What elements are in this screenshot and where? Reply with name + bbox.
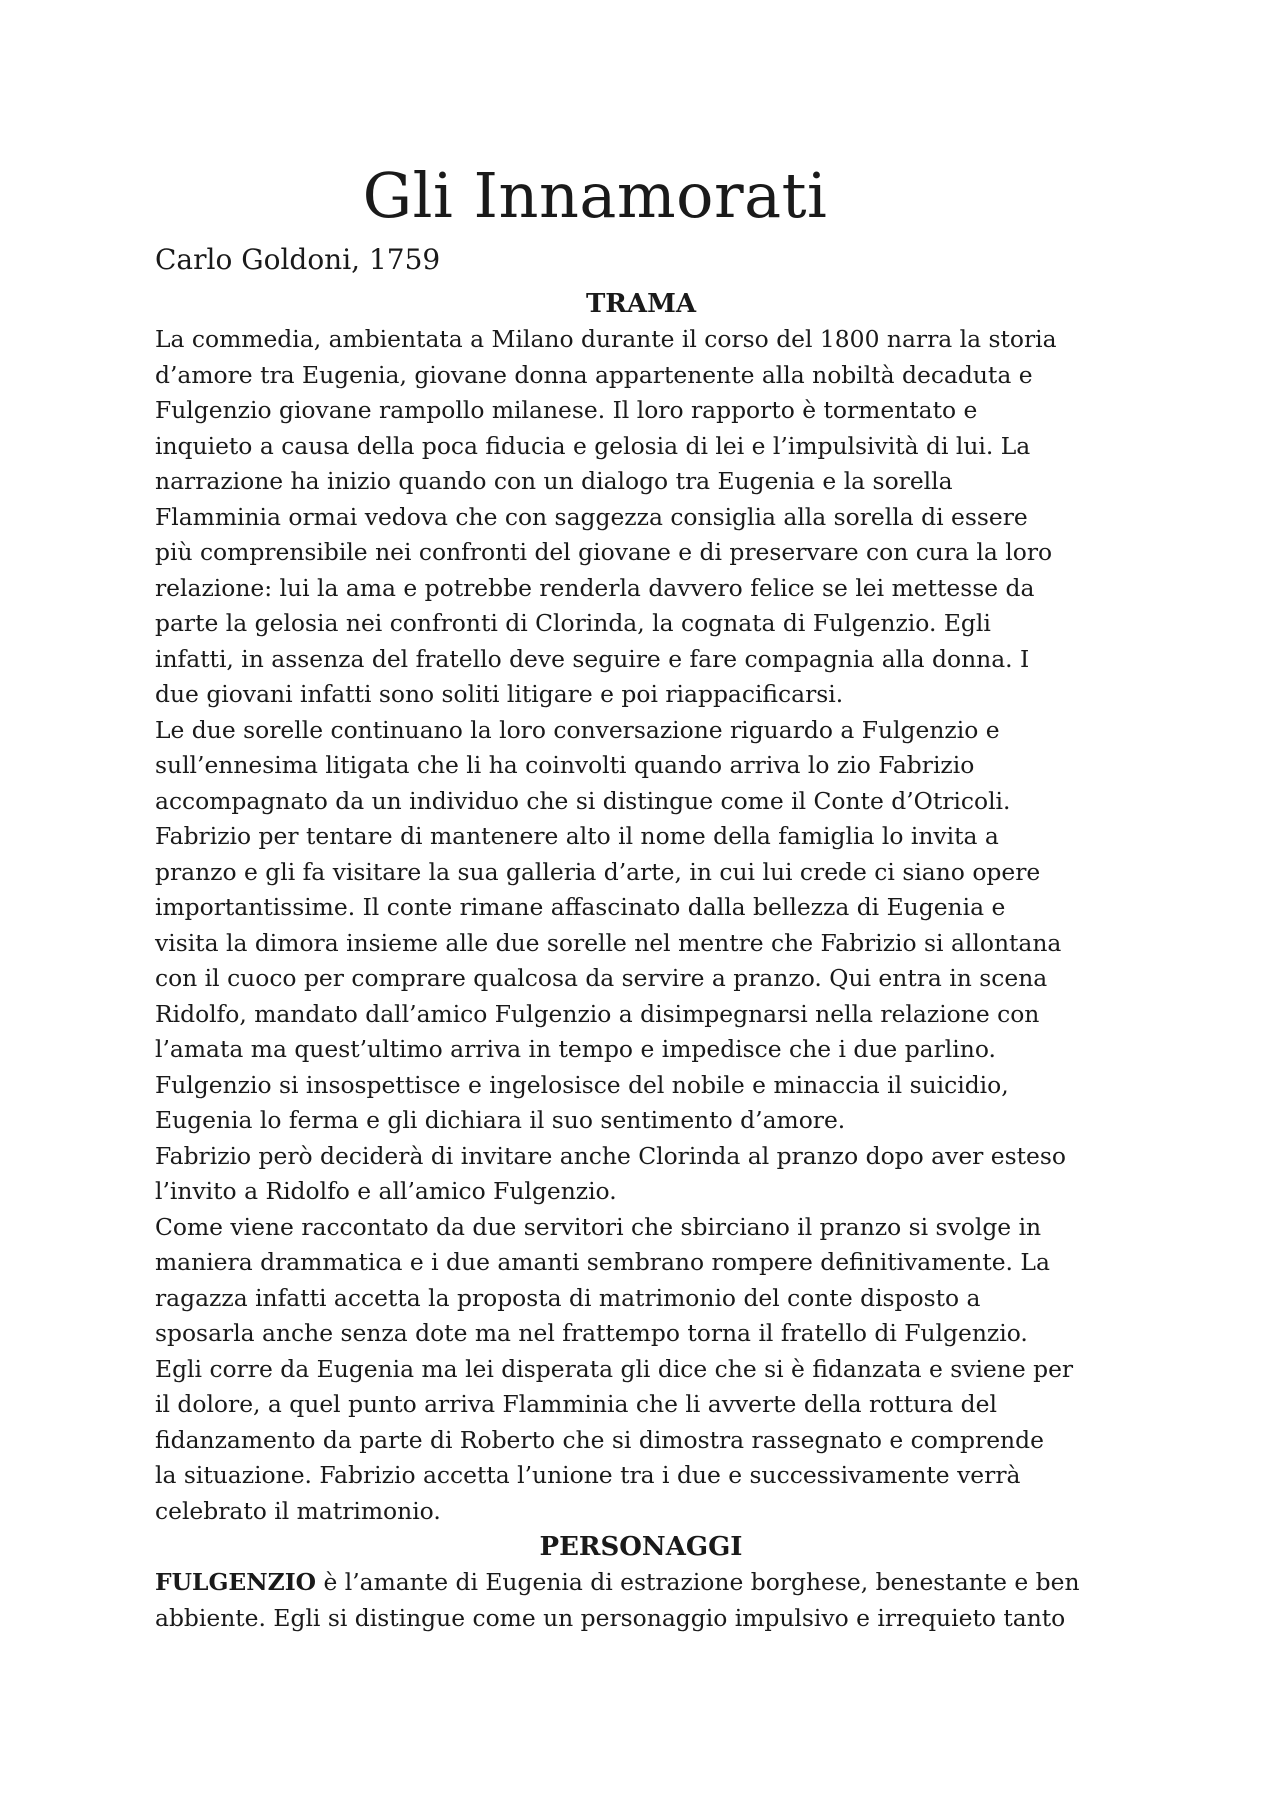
trama-text-line: d’amore tra Eugenia, giovane donna appartenente alla nobiltà decaduta e [155, 360, 1033, 389]
trama-text-line: Fulgenzio si insospettisce e ingelosisce del nobile e minaccia il suicidio, [155, 1070, 1009, 1099]
trama-text-line: accompagnato da un individuo che si distingue come il Conte d’Otricoli. [155, 786, 1011, 815]
trama-text-line: pranzo e gli fa visitare la sua galleria d’arte, in cui lui crede ci siano opere [155, 857, 1041, 886]
personaggi-heading: PERSONAGGI [539, 1532, 743, 1562]
trama-text-line: parte la gelosia nei confronti di Clorinda, la cognata di Fulgenzio. Egli [155, 609, 991, 637]
trama-text-line: fidanzamento da parte di Roberto che si dimostra rassegnato e comprende [155, 1425, 1044, 1454]
trama-text-line: Eugenia lo ferma e gli dichiara il suo sentimento d’amore. [155, 1106, 846, 1134]
trama-text-line: con il cuoco per comprare qualcosa da servire a pranzo. Qui entra in scena [155, 964, 1048, 992]
personaggi-first-line [155, 1565, 1127, 1601]
trama-text-line: Fulgenzio giovane rampollo milanese. Il loro rapporto è tormentato e [155, 396, 978, 424]
trama-text-line: l’amata ma quest’ultimo arriva in tempo e impedisce che i due parlino. [155, 1035, 996, 1063]
trama-text-line: importantissime. Il conte rimane affascinato dalla bellezza di Eugenia e [155, 893, 1006, 921]
trama-text-line: Flamminia ormai vedova che con saggezza consiglia alla sorella di essere [155, 502, 1028, 531]
trama-text-line: infatti, in assenza del fratello deve seguire e fare compagnia alla donna. I [155, 644, 1030, 673]
character-description: è l’amante di Eugenia di estrazione borghese, benestante e ben [316, 1568, 1080, 1596]
trama-text-line: Egli corre da Eugenia ma lei disperata gli dice che si è fidanzata e sviene per [155, 1354, 1074, 1383]
author-line: Carlo Goldoni, 1759 [155, 243, 441, 276]
personaggi-text [155, 1565, 1127, 1636]
trama-text-line: sposarla anche senza dote ma nel frattempo torna il fratello di Fulgenzio. [155, 1319, 1028, 1347]
trama-text-line: inquieto a causa della poca fiducia e gelosia di lei e l’impulsività di lui. La [155, 431, 1031, 460]
trama-text-line: Ridolfo, mandato dall’amico Fulgenzio a disimpegnarsi nella relazione con [155, 999, 1040, 1028]
trama-text [155, 322, 1127, 1529]
trama-heading: TRAMA [585, 289, 697, 319]
trama-text-line: narrazione ha inizio quando con un dialogo tra Eugenia e la sorella [155, 467, 953, 495]
trama-text-line: visita la dimora insieme alle due sorelle nel mentre che Fabrizio si allontana [155, 928, 1062, 957]
trama-text-line: Fabrizio per tentare di mantenere alto il nome della famiglia lo invita a [155, 822, 999, 850]
trama-text-line: più comprensibile nei confronti del giovane e di preservare con cura la loro [155, 538, 1053, 566]
trama-text-line: l’invito a Ridolfo e all’amico Fulgenzio. [155, 1177, 617, 1205]
trama-text-line: Le due sorelle continuano la loro conversazione riguardo a Fulgenzio e [155, 715, 1000, 744]
trama-text-line: ragazza infatti accetta la proposta di matrimonio del conte disposto a [155, 1283, 981, 1312]
character-name: FULGENZIO [155, 1568, 317, 1596]
document-body [155, 286, 1127, 1636]
document-title: Gli Innamorati [362, 159, 828, 232]
personaggi-text-line: abbiente. Egli si distingue come un personaggio impulsivo e irrequieto tanto [155, 1603, 1066, 1632]
trama-text-line: Come viene raccontato da due servitori che sbirciano il pranzo si svolge in [155, 1212, 1042, 1241]
trama-text-line: Fabrizio però deciderà di invitare anche Clorinda al pranzo dopo aver esteso [155, 1141, 1066, 1170]
trama-text-line: due giovani infatti sono soliti litigare e poi riappacificarsi. [155, 680, 844, 708]
trama-text-line: sull’ennesima litigata che li ha coinvolti quando arriva lo zio Fabrizio [155, 751, 975, 779]
trama-text-line: maniera drammatica e i due amanti sembrano rompere definitivamente. La [155, 1248, 1050, 1276]
trama-text-line: il dolore, a quel punto arriva Flamminia che li avverte della rottura del [155, 1390, 997, 1418]
trama-text-line: relazione: lui la ama e potrebbe renderla davvero felice se lei mettesse da [155, 573, 1035, 602]
trama-text-line: la situazione. Fabrizio accetta l’unione tra i due e successivamente verrà [155, 1461, 1021, 1489]
trama-text-line: La commedia, ambientata a Milano durante il corso del 1800 narra la storia [155, 325, 1057, 353]
trama-text-line: celebrato il matrimonio. [155, 1496, 441, 1525]
